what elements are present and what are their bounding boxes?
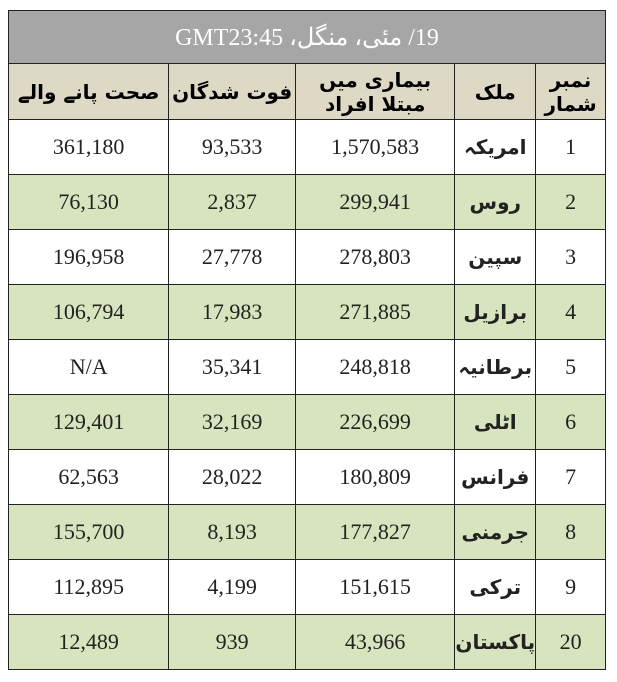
table-row	[9, 395, 606, 450]
cell-serial: 5	[536, 340, 606, 395]
header-serial: نمبر شمار	[536, 64, 606, 120]
cell-infected: 248,818	[295, 340, 454, 395]
cell-country: امریکہ	[455, 120, 536, 175]
cell-deaths: 27,778	[169, 230, 296, 285]
cell-recovered: 62,563	[9, 450, 169, 505]
cell-country: روس	[455, 175, 536, 230]
cell-serial: 3	[536, 230, 606, 285]
cell-infected: 271,885	[295, 285, 454, 340]
cell-recovered: 196,958	[9, 230, 169, 285]
cell-deaths: 28,022	[169, 450, 296, 505]
header-country: ملک	[455, 64, 536, 120]
cell-serial: 8	[536, 505, 606, 560]
header-recovered: صحت پانے والے	[9, 64, 169, 120]
table-row	[9, 175, 606, 230]
cell-country: اٹلی	[455, 395, 536, 450]
cell-deaths: 939	[169, 615, 296, 670]
cell-deaths: 35,341	[169, 340, 296, 395]
cell-infected: 177,827	[295, 505, 454, 560]
cell-recovered: 76,130	[9, 175, 169, 230]
table-row	[9, 340, 606, 395]
cell-infected: 43,966	[295, 615, 454, 670]
cell-recovered: 129,401	[9, 395, 169, 450]
cell-infected: 278,803	[295, 230, 454, 285]
cell-infected: 299,941	[295, 175, 454, 230]
table-row	[9, 120, 606, 175]
cell-deaths: 4,199	[169, 560, 296, 615]
cell-infected: 180,809	[295, 450, 454, 505]
cell-deaths: 17,983	[169, 285, 296, 340]
table-row	[9, 505, 606, 560]
table-row	[9, 450, 606, 505]
header-deaths: فوت شدگان	[169, 64, 296, 120]
cell-serial: 4	[536, 285, 606, 340]
table-row	[9, 230, 606, 285]
header-row	[9, 64, 606, 120]
cell-recovered: 106,794	[9, 285, 169, 340]
cell-recovered: 361,180	[9, 120, 169, 175]
cell-country: سپین	[455, 230, 536, 285]
cell-serial: 6	[536, 395, 606, 450]
cell-serial: 1	[536, 120, 606, 175]
table-title: 19/ مئی، منگل، GMT23:45	[9, 11, 606, 64]
cell-recovered: N/A	[9, 340, 169, 395]
cell-recovered: 155,700	[9, 505, 169, 560]
cell-country: برازیل	[455, 285, 536, 340]
cell-deaths: 2,837	[169, 175, 296, 230]
cell-recovered: 112,895	[9, 560, 169, 615]
cell-serial: 20	[536, 615, 606, 670]
cell-serial: 7	[536, 450, 606, 505]
cell-deaths: 8,193	[169, 505, 296, 560]
cell-serial: 2	[536, 175, 606, 230]
cell-country: برطانیہ	[455, 340, 536, 395]
cell-country: پاکستان	[455, 615, 536, 670]
covid-stats-table	[8, 10, 606, 670]
title-row	[9, 11, 606, 64]
table-row	[9, 560, 606, 615]
cell-deaths: 93,533	[169, 120, 296, 175]
cell-deaths: 32,169	[169, 395, 296, 450]
header-infected: بیماری میں مبتلا افراد	[295, 64, 454, 120]
cell-infected: 1,570,583	[295, 120, 454, 175]
cell-country: جرمنی	[455, 505, 536, 560]
table-row	[9, 285, 606, 340]
cell-country: فرانس	[455, 450, 536, 505]
cell-country: ترکی	[455, 560, 536, 615]
cell-infected: 151,615	[295, 560, 454, 615]
table-row	[9, 615, 606, 670]
cell-infected: 226,699	[295, 395, 454, 450]
cell-serial: 9	[536, 560, 606, 615]
cell-recovered: 12,489	[9, 615, 169, 670]
